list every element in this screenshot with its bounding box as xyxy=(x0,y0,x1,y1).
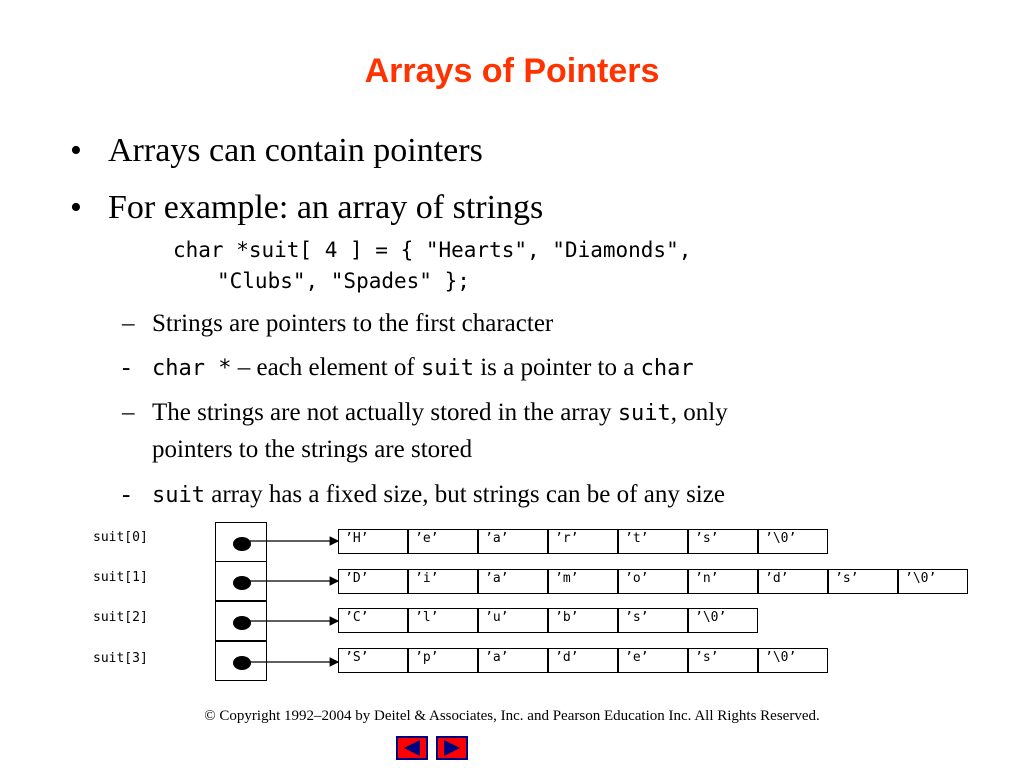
array-index-label: suit[2] xyxy=(93,610,148,625)
char-cell: ’e’ xyxy=(618,648,688,673)
code-span: suit xyxy=(152,483,205,508)
array-index-label: suit[1] xyxy=(93,570,148,585)
char-cell: ’D’ xyxy=(338,569,408,594)
char-cell: ’S’ xyxy=(338,648,408,673)
char-cell: ’o’ xyxy=(618,569,688,594)
previous-slide-button[interactable] xyxy=(396,736,428,760)
triangle-left-icon xyxy=(398,738,426,758)
sub-text: The strings are not actually stored in the array xyxy=(152,399,618,426)
sub-dash: - xyxy=(122,481,131,508)
sub-text: array has a fixed size, but strings can be of any size xyxy=(204,481,725,508)
char-cell: ’a’ xyxy=(478,569,548,594)
bullet-text: For example: an array of strings xyxy=(108,189,544,226)
code-span: char * xyxy=(152,356,232,381)
char-cell: ’\0’ xyxy=(898,569,968,594)
sub-dash: - xyxy=(122,354,131,381)
code-line: "Clubs", "Spades" }; xyxy=(217,269,470,293)
code-span: suit xyxy=(617,401,671,426)
char-cell: ’t’ xyxy=(618,529,688,554)
bullet-dot: • xyxy=(70,132,82,169)
code-line: char *suit[ 4 ] = { "Hearts", "Diamonds", xyxy=(173,238,692,262)
char-cell: ’\0’ xyxy=(688,608,758,633)
array-index-label: suit[3] xyxy=(93,651,148,666)
char-cell: ’m’ xyxy=(548,569,618,594)
char-cell: ’u’ xyxy=(478,608,548,633)
char-cell: ’r’ xyxy=(548,529,618,554)
next-slide-button[interactable] xyxy=(436,736,468,760)
char-cell: ’H’ xyxy=(338,529,408,554)
sub-bullet-continuation: pointers to the strings are stored xyxy=(152,436,473,463)
char-cell: ’d’ xyxy=(548,648,618,673)
triangle-right-icon xyxy=(438,738,466,758)
char-cell: ’l’ xyxy=(408,608,478,633)
sub-dash: – xyxy=(122,399,135,426)
char-cell: ’s’ xyxy=(828,569,898,594)
sub-text: is a pointer to a xyxy=(473,354,641,381)
bullet-text: Arrays can contain pointers xyxy=(108,132,483,169)
char-cell: ’b’ xyxy=(548,608,618,633)
char-cell: ’a’ xyxy=(478,648,548,673)
array-index-label: suit[0] xyxy=(93,530,148,545)
copyright-notice: © Copyright 1992–2004 by Deitel & Associates, Inc. and Pearson Education Inc. All Rights Reserved. xyxy=(204,708,820,724)
char-cell: ’C’ xyxy=(338,608,408,633)
sub-text: Strings are pointers to the first character xyxy=(152,310,554,337)
char-cell: ’e’ xyxy=(408,529,478,554)
bullet-dot: • xyxy=(70,189,82,226)
char-cell: ’d’ xyxy=(758,569,828,594)
char-cell: ’s’ xyxy=(618,608,688,633)
slide-title: Arrays of Pointers xyxy=(364,52,660,90)
char-cell: ’i’ xyxy=(408,569,478,594)
char-cell: ’a’ xyxy=(478,529,548,554)
char-cell: ’s’ xyxy=(688,648,758,673)
code-span: suit xyxy=(420,356,474,381)
char-cell: ’n’ xyxy=(688,569,758,594)
code-span: char xyxy=(640,356,694,381)
sub-dash: – xyxy=(122,310,135,337)
char-cell: ’s’ xyxy=(688,529,758,554)
sub-text: , only xyxy=(670,399,728,426)
char-cell: ’\0’ xyxy=(758,648,828,673)
sub-text: – each element of xyxy=(231,354,421,381)
char-cell: ’p’ xyxy=(408,648,478,673)
char-cell: ’\0’ xyxy=(758,529,828,554)
